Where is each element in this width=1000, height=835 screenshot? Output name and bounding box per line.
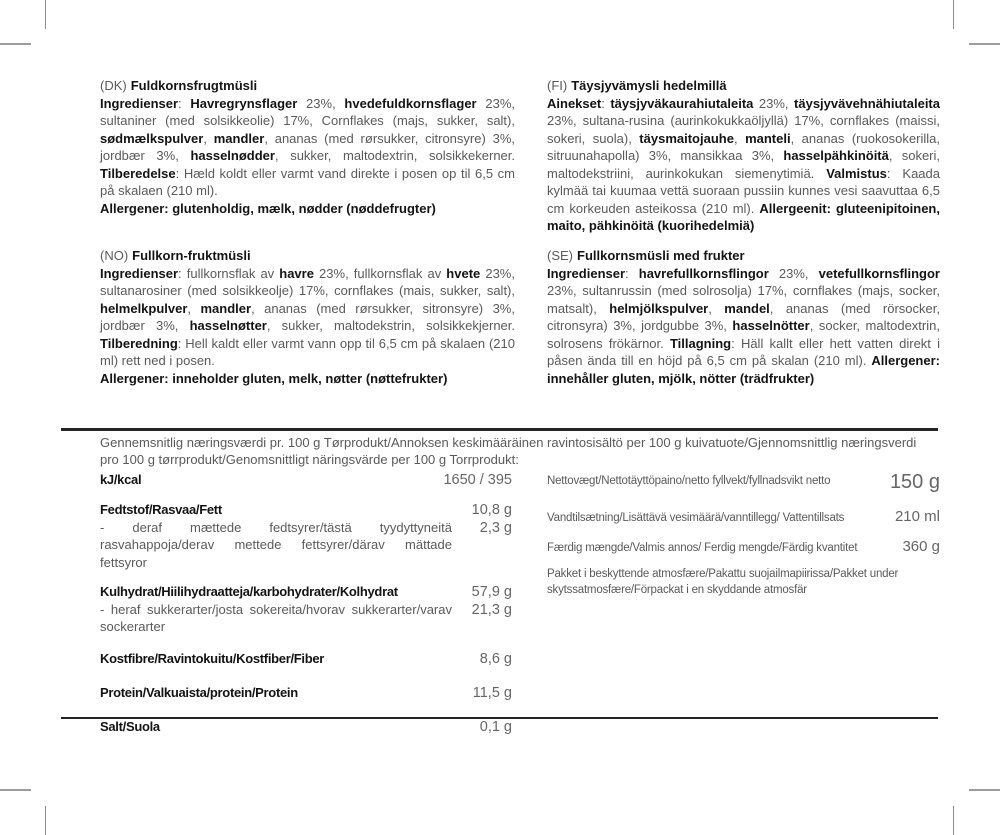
nutrition-row-fiber [100, 650, 512, 668]
nutrient-subvalue: 21,3 g [471, 602, 512, 618]
nutrient-subvalue: 2,3 g [479, 520, 512, 536]
package-row-net-weight [547, 471, 940, 493]
block-title-dk [100, 77, 515, 95]
label-block-se [547, 247, 940, 387]
nutrient-label: Kostfibre/Ravintokuitu/Kostfiber/Fiber [100, 650, 325, 666]
nutrition-row-energy [100, 471, 512, 489]
package-info-table [547, 471, 940, 598]
nutrient-sublabel: - deraf mættede fedtsyrer/tästä tyydyttyneitä rasvahappoja/derav mettede fettsyrer/därav mättade fettsyror [100, 519, 452, 570]
crop-mark-bottom-left-vertical [45, 806, 46, 835]
label-block-fi [547, 77, 940, 235]
nutrient-value: 57,9 g [471, 584, 512, 600]
crop-mark-bottom-right-horizontal [969, 789, 1000, 791]
label-block-dk [100, 77, 515, 217]
package-row-protective-atmosphere [547, 564, 940, 598]
lang-code-fi: (FI) [547, 78, 568, 93]
crop-mark-bottom-left-horizontal [0, 789, 31, 791]
nutrient-label: Protein/Valkuaista/protein/Protein [100, 684, 298, 700]
product-title-no: Fullkorn-fruktmüsli [132, 248, 251, 263]
ingredients-text-dk: Ingredienser: Havregrynsflager 23%, hvedefuldkornsflager 23%, sultaniner (med solsikkeolie) 17%, Cornflakes (majs, sukker, salt), sødmælkspulver, mandler, ananas (med rørsukker, citronsyre) 3%, jordbær 3%, hasselnødder, sukker, maltodextrin, solsikkekerner. Tilberedelse: Hæld koldt eller varmt vand direkte i posen op til 6,5 cm på skalaen (210 ml). Allergener: glutenholdig, mælk, nødder (nøddefrugter) [100, 95, 516, 216]
nutrient-value: 11,5 g [472, 684, 512, 701]
product-title-se: Fullkornsmüsli med frukter [577, 248, 745, 263]
nutrition-table [100, 471, 512, 736]
lang-code-no: (NO) [100, 248, 129, 263]
nutrition-row-carbohydrate [100, 583, 512, 636]
lang-code-dk: (DK) [100, 78, 127, 93]
package-label: Færdig mængde/Valmis annos/ Ferdig mengde/Färdig kvantitet [547, 541, 858, 554]
nutrition-heading: Gennemsnitlig næringsværdi pr. 100 g Tørprodukt/Annoksen keskimääräinen ravintosisältö per 100 g kuivatuote/Gjennomsnittlig næringsverdi pro 100 g tørrprodukt/Genomsnittligt näringsvärde per 100 g Torrprodukt: [100, 435, 917, 467]
package-row-water-addition [547, 508, 940, 527]
package-value: 210 ml [894, 508, 940, 525]
product-title-dk: Fuldkornsfrugtmüsli [130, 78, 258, 93]
label-block-no [100, 247, 515, 387]
nutrient-label: kJ/kcal [100, 472, 142, 487]
nutrient-value: 8,6 g [479, 650, 512, 667]
block-title-no [100, 247, 515, 265]
crop-mark-top-right-vertical [953, 0, 954, 29]
nutrition-row-fat [100, 501, 512, 571]
crop-mark-top-left-horizontal [0, 43, 31, 45]
nutrient-value: 1650 / 395 [443, 472, 512, 488]
ingredients-text-fi: Ainekset: täysjyväkaurahiutaleita 23%, täysjyvävehnähiutaleita 23%, sultana-rusina (aurinkokukkaöljyllä) 17%, cornflakes (maissi, sokeri, suola), täysmaitojauhe, manteli, ananas (ruokosokerilla, sitruunahapolla) 3%, mansikkaa 3%, hasselpähkinöitä, sokeri, maltodekstriini, aurinkokukan siemenytimiä. Valmistus: Kaada kylmää tai kuumaa vettä suoraan pussiin kunnes vesi saavuttaa 6,5 cm korkeuden asteikossa (210 ml). Allergeenit: gluteenipitoinen, maito, pähkinöitä (kuorihedelmiä) [547, 95, 941, 233]
nutrient-label: Fedtstof/Rasvaa/Fett [100, 502, 222, 517]
package-row-finished-quantity [547, 538, 940, 557]
package-label: Pakket i beskyttende atmosfære/Pakattu suojailmapiirissa/Pakket under skytssatmosfære/Förpackat i en skyddande atmosfär [547, 568, 899, 596]
product-title-fi: Täysjyvämysli hedelmillä [571, 78, 727, 93]
nutrient-label: Kulhydrat/Hiilihydraatteja/karbohydrater/Kolhydrat [100, 584, 398, 599]
ingredients-text-no: Ingredienser: fullkornsflak av havre 23%, fullkornsflak av hvete 23%, sultanarosiner (med solsikkeolje) 17%, cornflakes (mais, sukker, salt), helmelkpulver, mandler, ananas (med rørsukker, sitronsyre) 3%, jordbær 3%, hasselnøtter, sukker, maltodekstrin, solsikkekjerner. Tilberedning: Hell kaldt eller varmt vann opp til 6,5 cm på skalaen (210 ml) rett ned i posen. Allergener: inneholder gluten, melk, nøtter (nøttefrukter) [100, 265, 515, 386]
crop-mark-bottom-right-vertical [953, 806, 954, 835]
nutrient-value: 0,1 g [479, 718, 512, 735]
crop-mark-top-right-horizontal [969, 43, 1000, 45]
block-title-fi [547, 77, 940, 95]
package-label: Nettovægt/Nettotäyttöpaino/netto fyllvekt/fyllnadsvikt netto [547, 475, 831, 487]
nutrient-label: Salt/Suola [100, 718, 160, 734]
package-value: 360 g [902, 537, 940, 555]
nutrient-sublabel: - heraf sukkerarter/josta sokereita/hvorav sukkerarter/varav sockerarter [100, 601, 452, 634]
crop-mark-top-left-vertical [45, 0, 46, 29]
nutrition-row-protein [100, 684, 512, 702]
package-label: Vandtilsætning/Lisättävä vesimäärä/vanntillegg/ Vattentillsats [547, 512, 845, 524]
nutrition-row-salt [100, 718, 512, 736]
package-value: 150 g [889, 471, 940, 493]
divider-rule-top [61, 428, 938, 431]
ingredients-text-se: Ingredienser: havrefullkornsflingor 23%, vetefullkornsflingor 23%, sultanrussin (med solrosolja) 17%, cornflakes (majs, socker, matsalt), helmjölkspulver, mandel, ananas (med rörsocker, citronsyra) 3%, jordgubbe 3%, hasselnötter, socker, maltodextrin, solrosens frökärnor. Tillagning: Häll kallt eller hett vatten direkt i påsen ända till en höjd på 6,5 cm på skalan (210 ml). Allergener: innehåller gluten, mjölk, nötter (trädfrukter) [547, 265, 941, 386]
block-title-se [547, 247, 940, 265]
nutrient-value: 10,8 g [471, 502, 512, 518]
lang-code-se: (SE) [547, 248, 573, 263]
